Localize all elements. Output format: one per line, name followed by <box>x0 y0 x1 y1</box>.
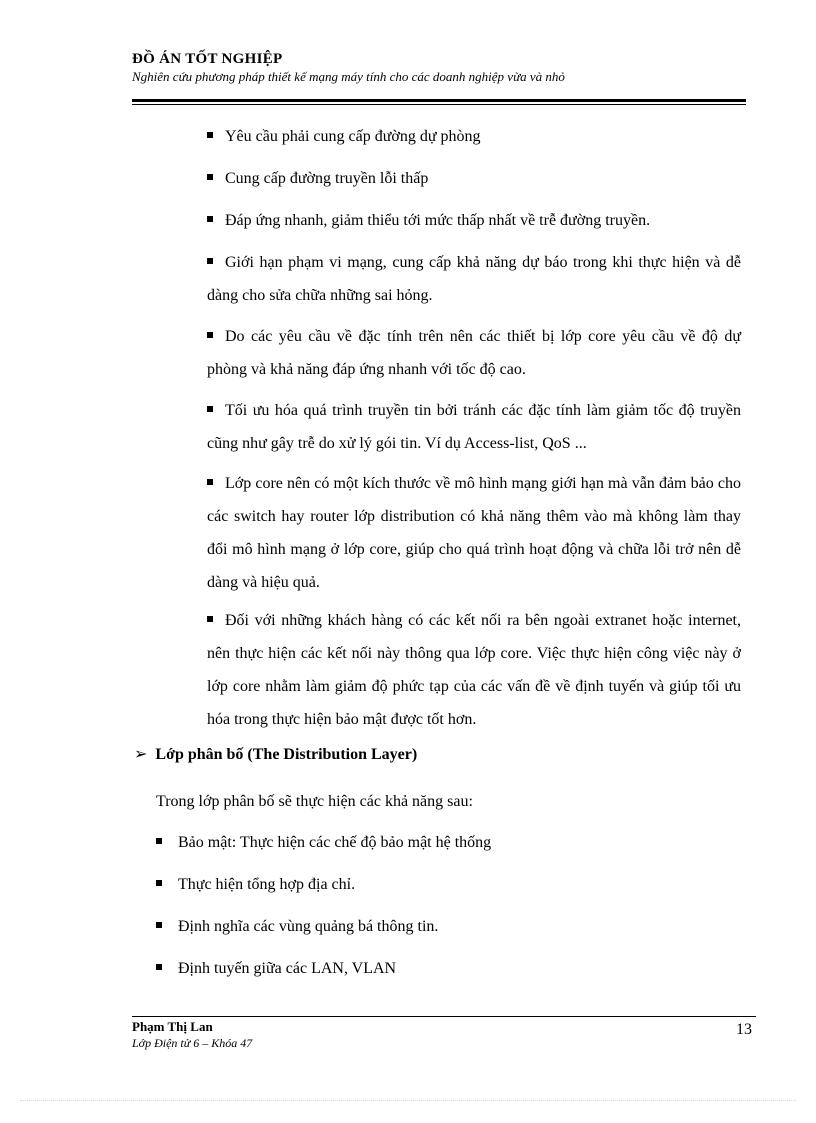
square-bullet-icon <box>207 616 213 622</box>
square-bullet-icon <box>207 258 213 264</box>
document-title: ĐỒ ÁN TỐT NGHIỆP <box>132 51 283 67</box>
square-bullet-icon <box>207 479 213 485</box>
list-item: Đáp ứng nhanh, giảm thiểu tới mức thấp nhất về trễ đường truyền. <box>207 204 741 237</box>
document-subtitle: Nghiên cứu phương pháp thiết kế mạng máy tính cho các doanh nghiệp vừa và nhỏ <box>132 69 565 84</box>
square-bullet-icon <box>156 880 162 886</box>
square-bullet-icon <box>156 922 162 928</box>
list-item: Cung cấp đường truyền lỗi thấp <box>207 162 741 195</box>
list-item: Thực hiện tổng hợp địa chỉ. <box>156 874 716 896</box>
section-intro: Trong lớp phân bố sẽ thực hiện các khả năng sau: <box>156 793 473 810</box>
footer-class: Lớp Điện tử 6 – Khóa 47 <box>132 1036 253 1050</box>
square-bullet-icon <box>207 332 213 338</box>
header-rule-thick <box>132 99 746 102</box>
footer-rule <box>132 1016 756 1017</box>
arrow-bullet-icon: ➢ <box>134 746 148 763</box>
header-rule-thin <box>132 104 746 105</box>
section-heading: ➢ Lớp phân bố (The Distribution Layer) <box>134 746 418 763</box>
square-bullet-icon <box>207 174 213 180</box>
list-item: Bảo mật: Thực hiện các chế độ bảo mật hệ thống <box>156 832 716 854</box>
list-item: Lớp core nên có một kích thước về mô hình mạng giới hạn mà vẫn đảm bảo cho các switch hay router lớp distribution có khả năng thêm vào mà không làm thay đổi mô hình mạng ở lớp core, giúp cho quá trình hoạt động và chữa lỗi trở nên dễ dàng và hiệu quả. <box>207 475 741 591</box>
list-item: Giới hạn phạm vi mạng, cung cấp khả năng dự báo trong khi thực hiện và dễ dàng cho sửa chữa những sai hỏng. <box>207 254 741 304</box>
list-item: Yêu cầu phải cung cấp đường dự phòng <box>207 120 741 153</box>
list-item: Tối ưu hóa quá trình truyền tin bởi tránh các đặc tính làm giảm tốc độ truyền cũng như gây trễ do xử lý gói tin. Ví dụ Access-list, QoS ... <box>207 402 741 452</box>
square-bullet-icon <box>207 216 213 222</box>
page-edge-dotted-line <box>20 1100 796 1101</box>
page-header <box>132 50 746 85</box>
page-number: 13 <box>736 1021 752 1038</box>
list-item: Định nghĩa các vùng quảng bá thông tin. <box>156 916 716 938</box>
square-bullet-icon <box>156 838 162 844</box>
list-item: Định tuyến giữa các LAN, VLAN <box>156 958 716 980</box>
list-item: Do các yêu cầu về đặc tính trên nên các thiết bị lớp core yêu cầu về độ dự phòng và khả năng đáp ứng nhanh với tốc độ cao. <box>207 328 741 378</box>
square-bullet-icon <box>207 406 213 412</box>
list-item: Đối với những khách hàng có các kết nối ra bên ngoài extranet hoặc internet, nên thực hiện các kết nối này thông qua lớp core. Việc thực hiện công việc này ở lớp core nhằm làm giảm độ phức tạp của các vấn đề về định tuyến và giúp tối ưu hóa trong thực hiện bảo mật được tốt hơn. <box>207 612 741 728</box>
footer-author: Phạm Thị Lan <box>132 1019 213 1034</box>
square-bullet-icon <box>156 964 162 970</box>
square-bullet-icon <box>207 132 213 138</box>
